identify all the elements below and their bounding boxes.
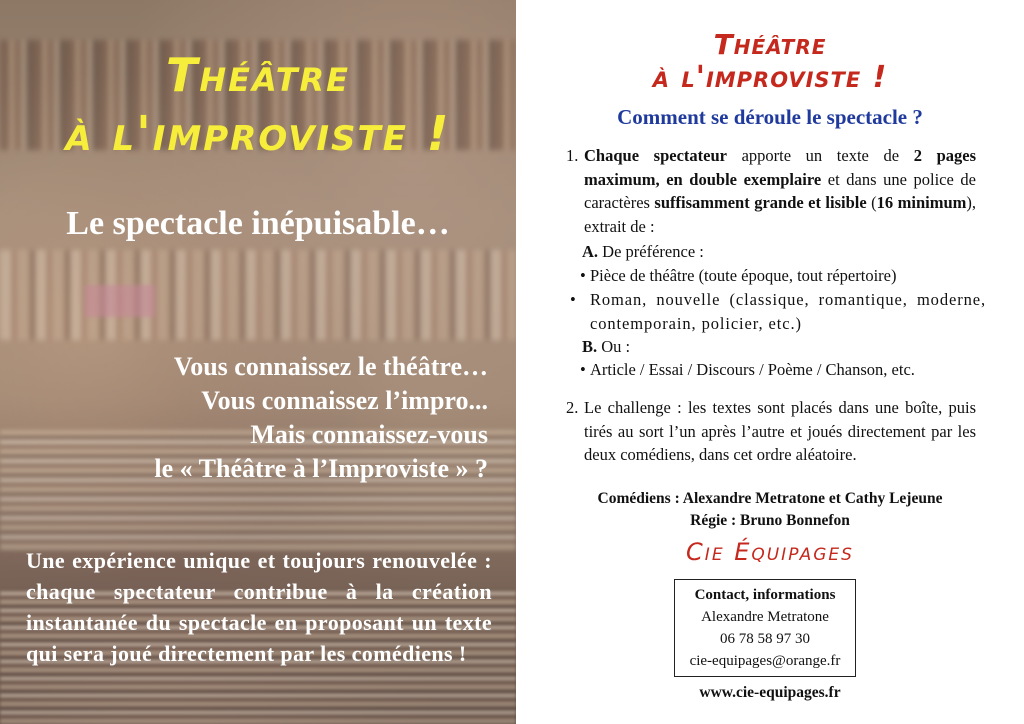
section-heading: Comment se déroule le spectacle ? [617,105,923,129]
step-1-text-part: ), extrait de : [584,193,977,236]
teaser-questions [154,350,488,486]
step-2-text: Le challenge : les textes sont placés dans une boîte, puis tirés au sort l’un après l’autre et joués directement par les deux comédiens, dans cet ordre aléatoire. [584,398,976,464]
step-1-bold: 16 minimum [876,193,967,212]
right-panel [516,0,1024,724]
option-b [582,335,630,359]
option-a-text: De préférence : [602,242,704,261]
background-books-middle [0,250,516,340]
step-1-text-part: ( [866,193,877,212]
contact-email: cie-equipages@orange.fr [689,653,841,669]
step-1-bold: suffisamment grande et lisible [654,193,867,212]
list-item [570,288,986,335]
right-title-line2: à l'improviste ! [652,60,888,95]
contact-phone: 06 78 58 97 30 [720,631,810,647]
teaser-line: Vous connaissez le théâtre… [173,352,488,381]
list-item-text: Roman, nouvelle (classique, romantique, moderne, contemporain, policier, etc.) [590,290,986,333]
website-link[interactable]: www.cie-equipages.fr [699,684,841,701]
right-title-line1: Théâtre [713,28,827,61]
contact-box [674,579,856,677]
list-item-text: Pièce de théâtre (toute époque, tout répertoire) [590,266,897,285]
contact-title: Contact, informations [694,587,836,603]
tagline: Le spectacle inépuisable… [66,205,450,242]
direction-credit: Régie : Bruno Bonnefon [690,512,850,529]
step-1-bold: Chaque spectateur [584,146,727,165]
contact-name: Alexandre Metratone [701,609,829,625]
step-1 [568,144,976,238]
option-a-label: A. [582,242,599,261]
step-1-text [568,144,976,238]
option-b-label: B. [582,337,598,356]
left-title-line2: à l'improviste ! [65,106,451,162]
option-b-text: Ou : [601,337,631,356]
option-a [582,240,704,264]
teaser-line: le « Théâtre à l’Improviste » ? [154,454,488,483]
step-1-text-part: apporte un texte de [726,146,914,165]
step-2 [568,396,976,467]
background-pink-book [85,285,155,317]
actors-credit: Comédiens : Alexandre Metratone et Cathy Lejeune [597,490,943,507]
teaser-line: Vous connaissez l’impro... [201,386,488,415]
teaser-line: Mais connaissez-vous [250,420,488,449]
step-1-text-part: et dans une police de caractères [584,169,976,212]
experience-description: Une expérience unique et toujours renouvelée : chaque spectateur contribue à la création instantanée du spectacle en proposant un texte qui sera joué directement par les comédiens ! [26,548,492,666]
list-item [580,358,976,382]
bullet-icon: • [580,266,586,285]
list-item [580,264,976,288]
step-1-number: 1. [566,146,579,165]
list-item-text: Article / Essai / Discours / Poème / Chanson, etc. [590,360,915,379]
step-1-bold: 2 pages maximum, en double exemplaire [584,146,976,189]
step-2-number: 2. [566,398,579,417]
bullet-icon: • [580,360,586,379]
bullet-icon: • [570,290,577,309]
left-title-line1: Théâtre [165,48,351,102]
company-logo: Cie Équipages [686,538,854,566]
